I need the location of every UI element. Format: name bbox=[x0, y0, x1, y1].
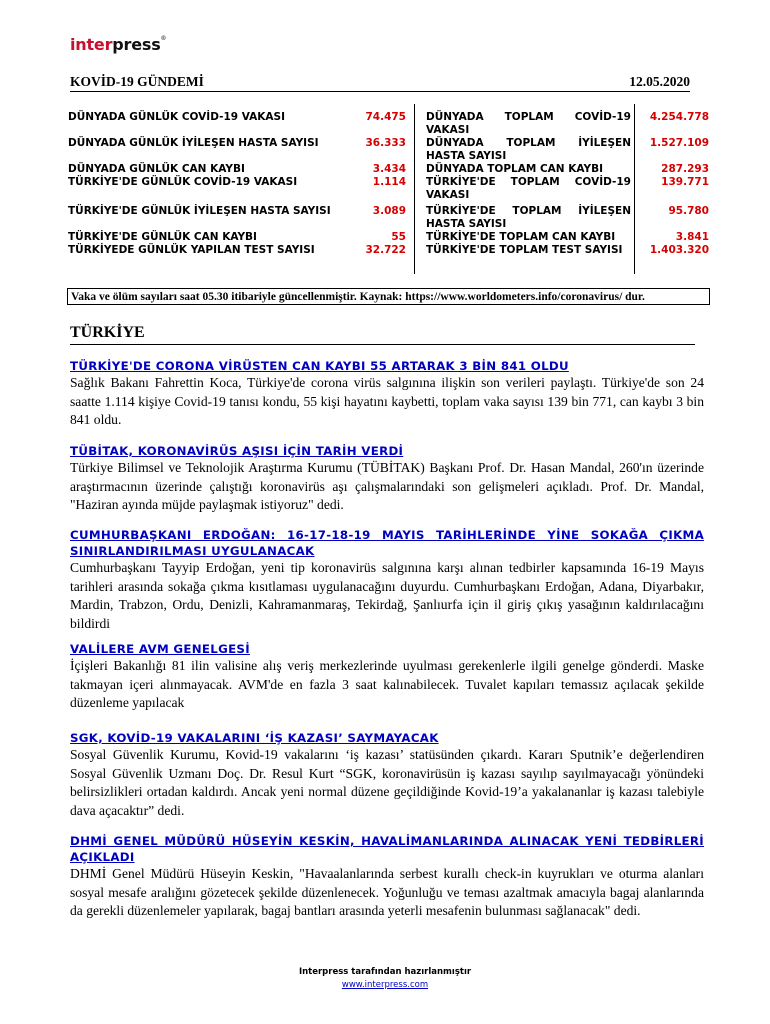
stat-label: TÜRKİYE'DE TOPLAM TEST SAYISI bbox=[426, 244, 623, 256]
column-divider bbox=[414, 104, 415, 274]
stat-label: TÜRKİYEDE GÜNLÜK YAPILAN TEST SAYISI bbox=[68, 244, 315, 256]
stat-value: 95.780 bbox=[668, 205, 709, 217]
news-item bbox=[70, 833, 704, 921]
stat-label: DÜNYADA TOPLAM COVİD-19 VAKASI bbox=[426, 111, 631, 136]
stat-value: 3.434 bbox=[372, 163, 406, 175]
stat-value: 139.771 bbox=[661, 176, 709, 188]
stat-label: TÜRKİYE'DE TOPLAM İYİLEŞEN HASTA SAYISI bbox=[426, 205, 631, 230]
stat-label: TÜRKİYE'DE GÜNLÜK İYİLEŞEN HASTA SAYISI bbox=[68, 205, 331, 217]
news-headline-link[interactable]: TÜRKİYE'DE CORONA VİRÜSTEN CAN KAYBI 55 ARTARAK 3 BİN 841 OLDU bbox=[70, 359, 569, 373]
column-divider bbox=[634, 104, 635, 274]
news-headline-link[interactable]: SGK, KOVİD-19 VAKALARINI ‘İŞ KAZASI’ SAYMAYACAK bbox=[70, 731, 439, 745]
stat-value: 1.403.320 bbox=[649, 244, 709, 256]
stat-value: 36.333 bbox=[365, 137, 406, 149]
stat-label: DÜNYADA GÜNLÜK CAN KAYBI bbox=[68, 163, 245, 175]
stat-value: 3.841 bbox=[675, 231, 709, 243]
page-footer bbox=[0, 967, 770, 990]
stat-label: TÜRKİYE'DE TOPLAM COVİD-19 VAKASI bbox=[426, 176, 631, 201]
footer-link[interactable]: www.interpress.com bbox=[341, 980, 429, 990]
stat-label: DÜNYADA TOPLAM CAN KAYBI bbox=[426, 163, 604, 175]
news-body: Sağlık Bakanı Fahrettin Koca, Türkiye'de corona virüs salgınına ilişkin son verileri paylaştı. Türkiye'de son 24 saatte 1.114 kişiye Covid-19 tanısı kondu, 55 kişi hayatını kaybetti, toplam vaka sayısı 139 bin 771, can kaybı 3 bin 841 oldu. bbox=[70, 375, 704, 427]
news-item bbox=[70, 641, 704, 713]
stat-value: 1.527.109 bbox=[649, 137, 709, 149]
stat-label: DÜNYADA GÜNLÜK COVİD-19 VAKASI bbox=[68, 111, 286, 123]
stat-value: 3.089 bbox=[372, 205, 406, 217]
stat-value: 74.475 bbox=[365, 111, 406, 123]
source-note: Vaka ve ölüm sayıları saat 05.30 itibariyle güncellenmiştir. Kaynak: https://www.worldometers.info/coronavirus/ dur. bbox=[67, 288, 710, 305]
news-body: DHMİ Genel Müdürü Hüseyin Keskin, "Havaalanlarında serbest kurallı check-in kuyrukları ve oturma alanları sosyal mesafe aralığını gözetecek şekilde düzenlenecek. Yoğunluğu ve teması azaltmak amacıyla bagaj alanlarında da gerekli düzenlemeler yapılarak, bagaj bantları arasında yeterli mesafenin bulunması sağlanacak" dedi. bbox=[70, 866, 704, 918]
news-headline-link[interactable]: VALİLERE AVM GENELGESİ bbox=[70, 642, 250, 656]
stat-value: 287.293 bbox=[661, 163, 709, 175]
section-title: TÜRKİYE bbox=[70, 324, 695, 345]
stat-value: 4.254.778 bbox=[649, 111, 709, 123]
stat-value: 32.722 bbox=[365, 244, 406, 256]
page-header bbox=[70, 74, 690, 92]
news-body: Sosyal Güvenlik Kurumu, Kovid-19 vakalarını ‘iş kazası’ statüsünden çıkardı. Kararı Sputnik’e değerlendiren Sosyal Güvenlik Uzmanı Doç. Dr. Resul Kurt “SGK, koronavirüsün iş kazası sayılıp sayılmayacağı yönündeki belirsizlikleri ortadan kaldırdı. Ancak yeni normal düzene geçildiğinde Kovid-19’a yakalananlar iş kazası talebiyle dava açacaktır” dedi. bbox=[70, 747, 704, 818]
stat-label: TÜRKİYE'DE TOPLAM CAN KAYBI bbox=[426, 231, 616, 243]
news-headline-link[interactable]: TÜBİTAK, KORONAVİRÜS AŞISI İÇİN TARİH VERDİ bbox=[70, 444, 404, 458]
stat-value: 1.114 bbox=[372, 176, 406, 188]
news-item bbox=[70, 443, 704, 515]
report-date: 12.05.2020 bbox=[629, 74, 690, 89]
stat-value: 55 bbox=[391, 231, 406, 243]
news-body: İçişleri Bakanlığı 81 ilin valisine alış veriş merkezlerinde uyulması gerekenlerle ilgili genelge gönderdi. Maske takmayan içeri alınmayacak. AVM'de en fazla 3 saat kalınabilecek. Tuvalet kapıları temassız açılacak şekilde düzenleme yapılacak bbox=[70, 658, 704, 710]
stat-label: TÜRKİYE'DE GÜNLÜK COVİD-19 VAKASI bbox=[68, 176, 298, 188]
news-headline-link[interactable]: DHMİ GENEL MÜDÜRÜ HÜSEYİN KESKİN, HAVALİMANLARINDA ALINACAK YENİ TEDBİRLERİ AÇIKLADI bbox=[70, 834, 704, 864]
stat-label: TÜRKİYE'DE GÜNLÜK CAN KAYBI bbox=[68, 231, 257, 243]
stat-label: DÜNYADA GÜNLÜK İYİLEŞEN HASTA SAYISI bbox=[68, 137, 319, 149]
stat-label: DÜNYADA TOPLAM İYİLEŞEN HASTA SAYISI bbox=[426, 137, 631, 162]
news-headline-link[interactable]: CUMHURBAŞKANI ERDOĞAN: 16-17-18-19 MAYIS TARİHLERİNDE YİNE SOKAĞA ÇIKMA SINIRLANDIRILMASI UYGULANACAK bbox=[70, 528, 704, 558]
interpress-logo: interpress® bbox=[70, 35, 167, 54]
news-item bbox=[70, 358, 704, 430]
news-item bbox=[70, 527, 704, 633]
news-item bbox=[70, 730, 704, 820]
news-body: Türkiye Bilimsel ve Teknolojik Araştırma Kurumu (TÜBİTAK) Başkanı Prof. Dr. Hasan Mandal, 260'ın üzerinde araştırmacının üzerinde çalıştığı koronavirüs aşı çalışmalarındaki son gelişmeleri açıkladı. Prof. Dr. Mandal, "Haziran ayında müjde paylaşmak istiyoruz" dedi. bbox=[70, 460, 704, 512]
news-body: Cumhurbaşkanı Tayyip Erdoğan, yeni tip koronavirüs salgınına karşı alınan tedbirler kapsamında 16-19 Mayıs tarihleri arasında sokağa çıkma kısıtlaması uygulanacağını duyurdu. Cumhurbaşkanı Erdoğan, Adana, Diyarbakır, Mardin, Trabzon, Ordu, Denizli, Kahramanmaraş, Tekirdağ, Şanlıurfa için il giriş çıkış yasağının kaldırılacağını bildirdi bbox=[70, 560, 704, 631]
page-title: KOVİD-19 GÜNDEMİ bbox=[70, 74, 204, 89]
footer-text: Interpress tarafından hazırlanmıştır bbox=[298, 967, 472, 977]
